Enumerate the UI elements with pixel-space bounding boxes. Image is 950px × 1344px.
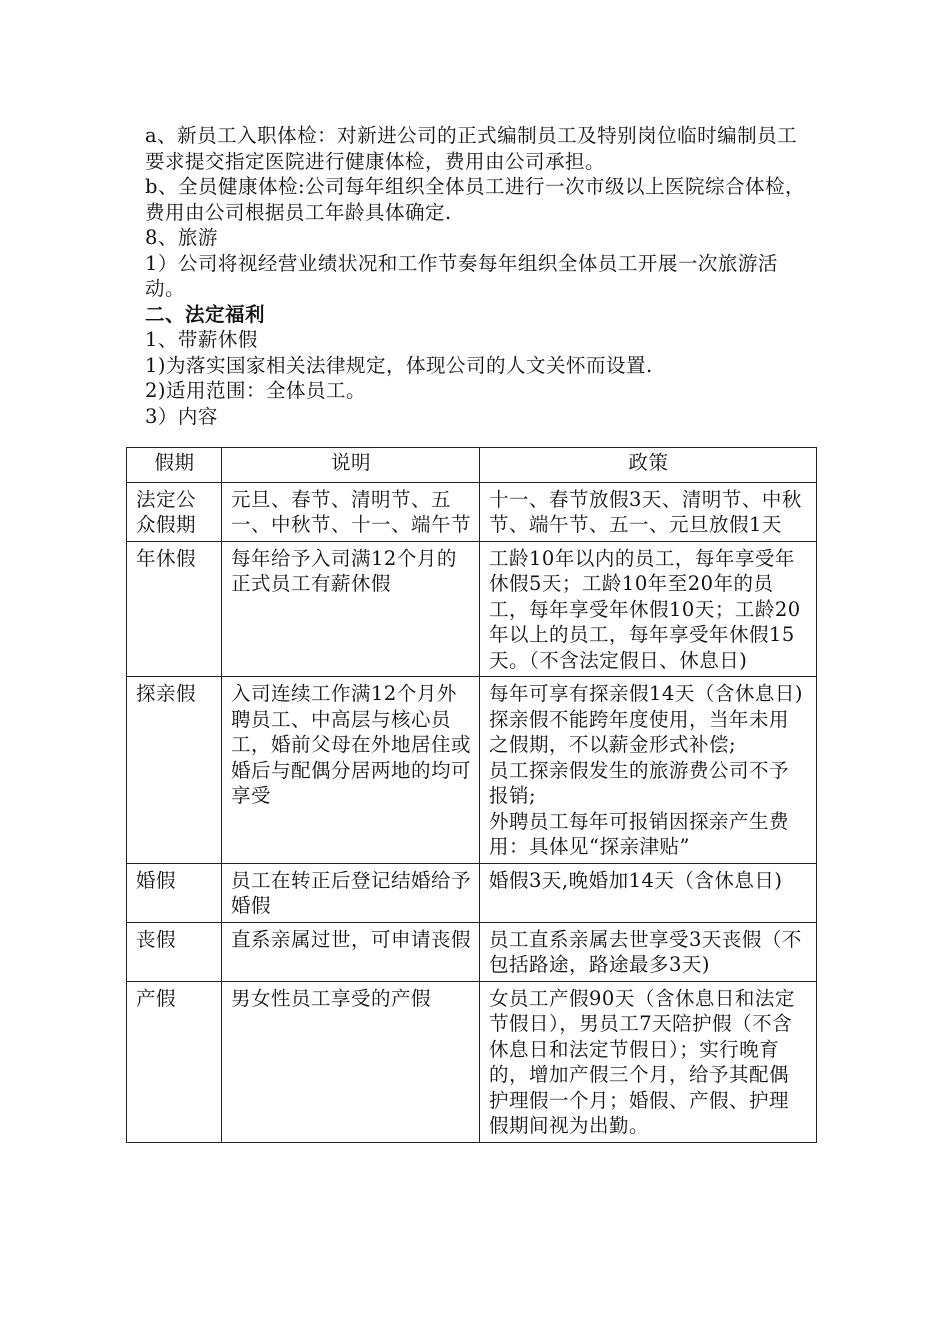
cell-description: 每年给予入司满12个月的正式员工有薪休假 bbox=[222, 541, 480, 677]
cell-description: 直系亲属过世，可申请丧假 bbox=[222, 922, 480, 981]
cell-period: 产假 bbox=[127, 981, 222, 1142]
policy-line: 员工直系亲属去世享受3天丧假（不包括路途，路途最多3天) bbox=[489, 927, 802, 976]
cell-policy bbox=[480, 541, 817, 677]
cell-period: 法定公众假期 bbox=[127, 482, 222, 541]
policy-line: 工龄10年以内的员工，每年享受年休假5天；工龄10年至20年的员工，每年享受年休假10天；工龄20年以上的员工，每年享受年休假15天。（不含法定假日、休息日) bbox=[489, 546, 801, 672]
cell-description: 员工在转正后登记结婚给予婚假 bbox=[222, 863, 480, 922]
policy-line: 员工探亲假发生的旅游费公司不予报销; bbox=[489, 758, 790, 807]
paragraph: 1)为落实国家相关法律规定，体现公司的人文关怀而设置. bbox=[145, 353, 653, 377]
cell-description: 男女性员工享受的产假 bbox=[222, 981, 480, 1142]
paragraph: b、全员健康体检:公司每年组织全体员工进行一次市级以上医院综合体检，费用由公司根据员工年龄具体确定. bbox=[145, 175, 806, 224]
cell-period: 年休假 bbox=[127, 541, 222, 677]
table-row bbox=[127, 482, 817, 541]
cell-policy bbox=[480, 863, 817, 922]
policy-line: 女员工产假90天（含休息日和法定节假日），男员工7天陪护假（不含休息日和法定节假日）；实行晚育的，增加产假三个月，给予其配偶护理假一个月；婚假、产假、护理假期间视为出勤。 bbox=[489, 986, 795, 1137]
paragraph: 3）内容 bbox=[145, 404, 218, 428]
column-header-description: 说明 bbox=[222, 448, 480, 483]
table-row bbox=[127, 981, 817, 1142]
cell-description: 入司连续工作满12个月外聘员工、中高层与核心员工，婚前父母在外地居住或婚后与配偶分居两地的均可享受 bbox=[222, 677, 480, 864]
cell-period: 丧假 bbox=[127, 922, 222, 981]
policy-line: 婚假3天,晚婚加14天（含休息日) bbox=[489, 868, 783, 892]
policy-line: 外聘员工每年可报销因探亲产生费用：具体见“探亲津贴” bbox=[489, 809, 790, 858]
column-header-period: 假期 bbox=[127, 448, 222, 483]
cell-policy bbox=[480, 922, 817, 981]
table-row bbox=[127, 541, 817, 677]
document-body bbox=[145, 123, 815, 429]
table-row bbox=[127, 677, 817, 864]
cell-policy bbox=[480, 981, 817, 1142]
table-row bbox=[127, 863, 817, 922]
cell-period: 探亲假 bbox=[127, 677, 222, 864]
paragraph: 1、带薪休假 bbox=[145, 328, 258, 351]
paragraph: 8、旅游 bbox=[145, 226, 218, 249]
cell-policy bbox=[480, 677, 817, 864]
paragraph: 1）公司将视经营业绩状况和工作节奏每年组织全体员工开展一次旅游活动。 bbox=[145, 251, 778, 300]
paragraph: 2)适用范围：全体员工。 bbox=[145, 379, 367, 402]
leave-policy-table bbox=[126, 447, 817, 1143]
policy-line: 每年可享有探亲假14天（含休息日)探亲假不能跨年度使用，当年未用之假期，不以薪金形式补偿; bbox=[489, 682, 803, 756]
column-header-policy: 政策 bbox=[480, 448, 817, 483]
policy-line: 十一、春节放假3天、清明节、中秋节、端午节、五一、元旦放假1天 bbox=[489, 487, 802, 536]
paragraph-list bbox=[145, 123, 815, 429]
table-row bbox=[127, 922, 817, 981]
section-heading: 二、法定福利 bbox=[145, 302, 266, 326]
cell-description: 元旦、春节、清明节、五一、中秋节、十一、端午节 bbox=[222, 482, 480, 541]
paragraph: a、新员工入职体检：对新进公司的正式编制员工及特别岗位临时编制员工要求提交指定医院进行健康体检，费用由公司承担。 bbox=[145, 124, 798, 173]
cell-policy bbox=[480, 482, 817, 541]
cell-period: 婚假 bbox=[127, 863, 222, 922]
table-header-row bbox=[127, 448, 817, 483]
